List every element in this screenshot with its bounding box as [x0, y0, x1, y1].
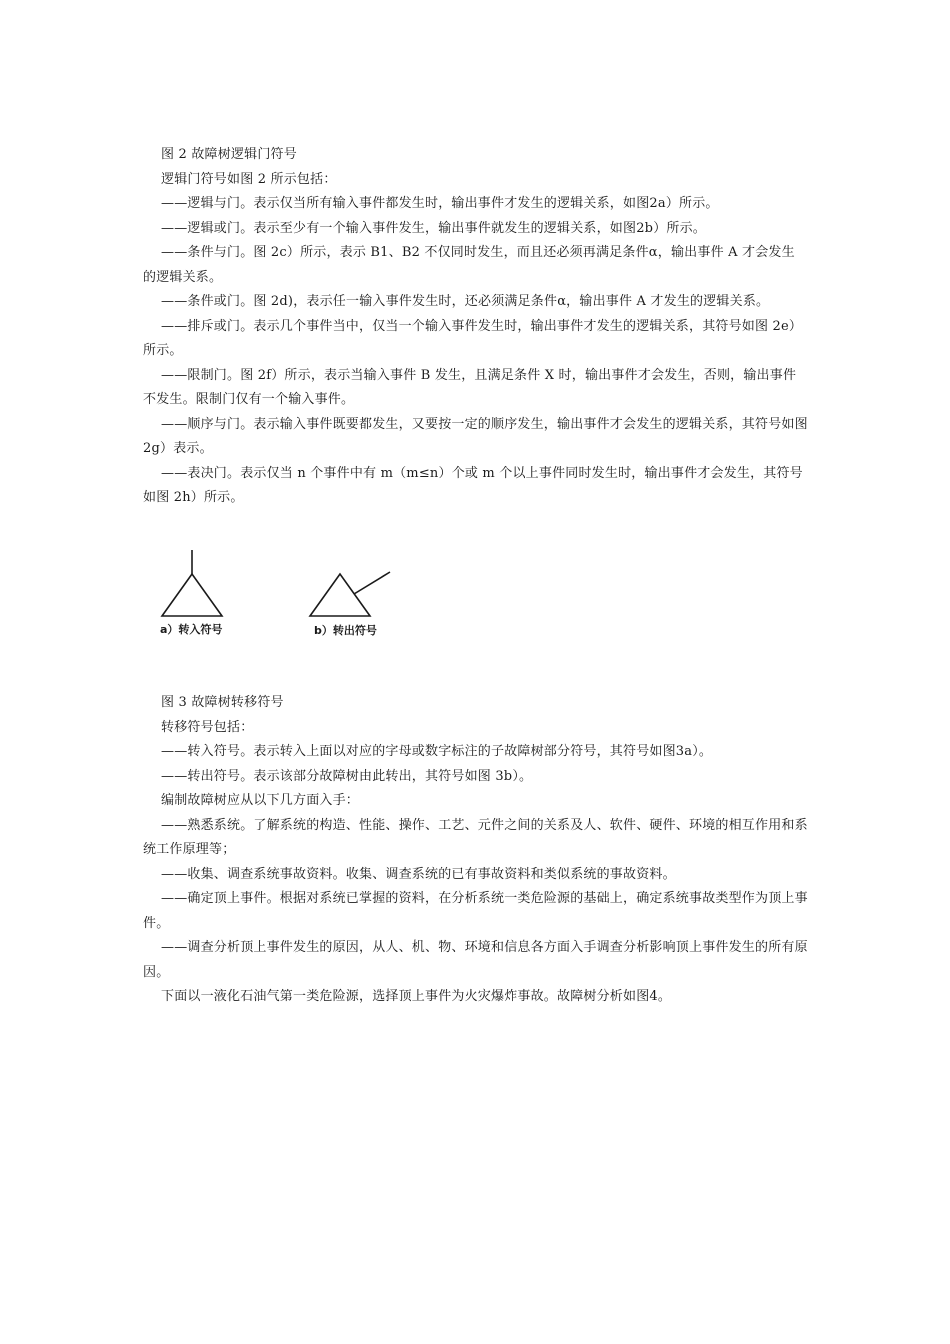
item-and-gate: ——逻辑与门。表示仅当所有输入事件都发生时，输出事件才发生的逻辑关系，如图2a）所示。	[161, 196, 719, 211]
item-transfer-in: ——转入符号。表示转入上面以对应的字母或数字标注的子故障树部分符号，其符号如图3a）。	[161, 744, 713, 759]
figure-3-transfer-symbols	[150, 540, 410, 650]
step-collect-data: ——收集、调查系统事故资料。收集、调查系统的已有事故资料和类似系统的事故资料。	[161, 866, 676, 882]
step-analyze-causes: ——调查分析顶上事件发生的原因，从人、机、物、环境和信息各方面入手调查分析影响顶上事件发生的所有原因。	[143, 940, 808, 980]
section-transfer-symbols	[143, 691, 808, 1010]
step-know-system: ——熟悉系统。了解系统的构造、性能、操作、工艺、元件之间的关系及人、软件、硬件、环境的相互作用和系统工作原理等；	[143, 817, 808, 857]
item-inhibit-gate: ——限制门。图 2f）所示，表示当输入事件 B 发生，且满足条件 X 时，输出事件才会发生，否则，输出事件不发生。限制门仅有一个输入事件。	[143, 367, 797, 407]
transfer-out-label: b）转出符号	[314, 624, 377, 637]
item-or-gate: ——逻辑或门。表示至少有一个输入事件发生，输出事件就发生的逻辑关系，如图2b）所示。	[161, 220, 706, 236]
item-conditional-and-gate: ——条件与门。图 2c）所示，表示 B1、B2 不仅同时发生，而且还必须再满足条件α，输出事件 A 才会发生的逻辑关系。	[143, 245, 795, 285]
item-transfer-out: ——转出符号。表示该部分故障树由此转出，其符号如图 3b）。	[161, 768, 533, 784]
item-priority-and-gate: ——顺序与门。表示输入事件既要都发生，又要按一定的顺序发生，输出事件才会发生的逻辑关系，其符号如图 2g）表示。	[143, 416, 808, 456]
transfer-in-symbol-icon	[162, 550, 222, 616]
transfer-in-label: a）转入符号	[160, 623, 223, 636]
item-exclusive-or-gate: ——排斥或门。表示几个事件当中，仅当一个输入事件发生时，输出事件才发生的逻辑关系，其符号如图 2e）所示。	[143, 318, 803, 358]
transfer-symbols-intro: 转移符号包括：	[161, 719, 254, 735]
item-conditional-or-gate: ——条件或门。图 2d)，表示任一输入事件发生时，还必须满足条件α，输出事件 A 才发生的逻辑关系。	[161, 294, 770, 309]
figure-3-caption: 图 3 故障树转移符号	[161, 695, 284, 710]
section-gate-symbols	[143, 143, 808, 511]
figure-2-caption: 图 2 故障树逻辑门符号	[161, 147, 297, 162]
fault-tree-steps-intro: 编制故障树应从以下几方面入手：	[161, 793, 360, 808]
gate-symbols-intro: 逻辑门符号如图 2 所示包括：	[161, 171, 337, 187]
transfer-out-symbol-icon	[310, 572, 390, 616]
step-top-event: ——确定顶上事件。根据对系统已掌握的资料，在分析系统一类危险源的基础上，确定系统事故类型作为顶上事件。	[143, 891, 808, 931]
item-voting-gate: ——表决门。表示仅当 n 个事件中有 m（m≤n）个或 m 个以上事件同时发生时，输出事件才会发生，其符号如图 2h）所示。	[143, 465, 803, 505]
closing-paragraph: 下面以一液化石油气第一类危险源，选择顶上事件为火灾爆炸事故。故障树分析如图4。	[161, 989, 672, 1004]
